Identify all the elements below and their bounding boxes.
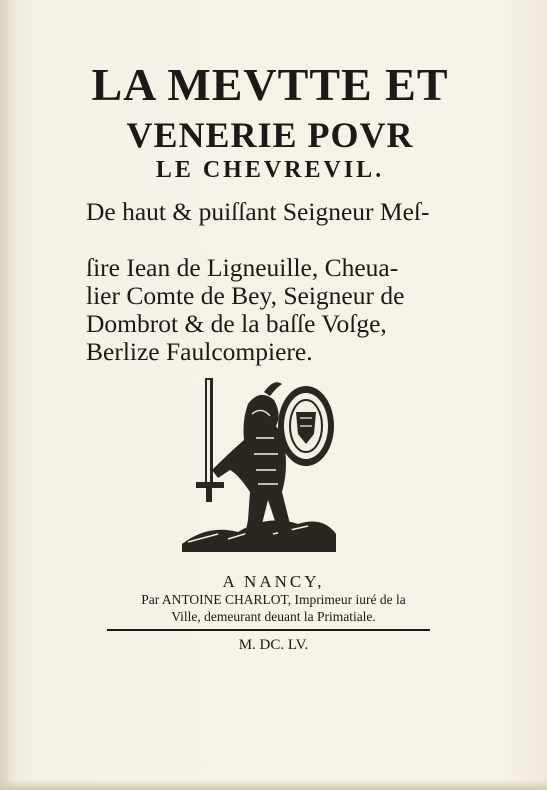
title-line-3: LE CHEVREVIL. — [155, 157, 385, 183]
page-bottom-edge — [0, 780, 547, 790]
imprint-address: Ville, demeurant deuant la Primatiale. — [171, 609, 376, 624]
page-gutter-shadow — [0, 0, 14, 790]
imprint-place: A NANCY, — [222, 572, 325, 591]
subtitle-line-2: ſire Iean de Ligneuille, Cheua- — [86, 253, 399, 282]
imprint-printer: Par ANTOINE CHARLOT, Imprimeur iuré de la — [141, 592, 406, 607]
subtitle-line-5: Berlize Faulcompiere. — [86, 337, 313, 366]
horizontal-rule — [107, 629, 430, 631]
subtitle-line-1: De haut & puiſſant Seigneur Meſ- — [86, 197, 430, 226]
subtitle-line-3: lier Comte de Bey, Seigneur de — [86, 281, 405, 310]
title-line-1: LA MEVTTE ET — [91, 59, 449, 110]
title-line-2: VENERIE POVR — [126, 115, 414, 155]
knight-woodcut-illustration — [178, 374, 338, 564]
subtitle-line-4: Dombrot & de la baſſe Voſge, — [86, 309, 387, 338]
publication-date: M. DC. LV. — [238, 637, 309, 653]
